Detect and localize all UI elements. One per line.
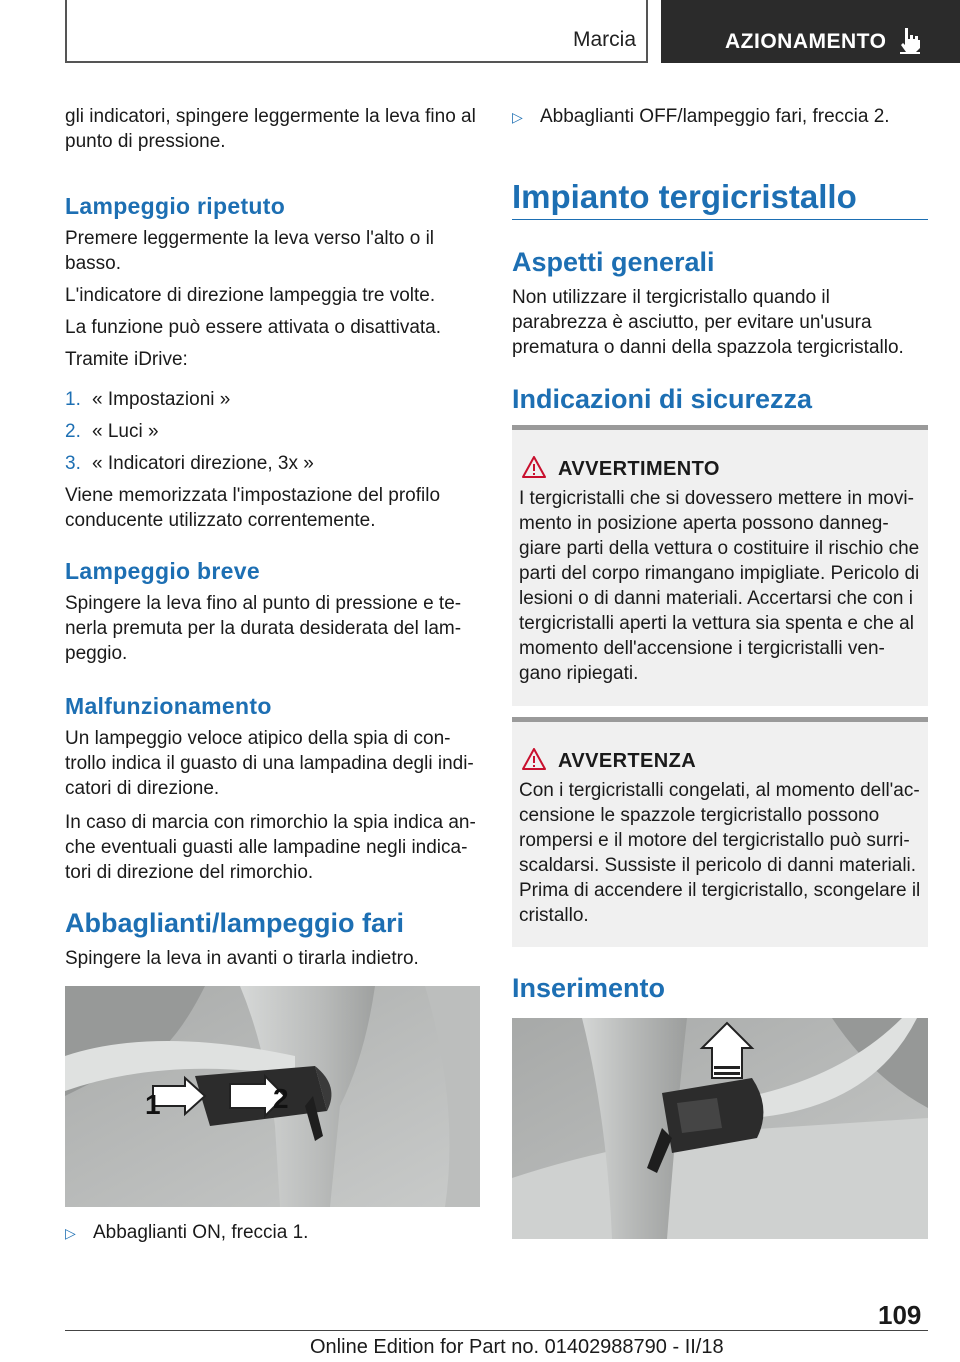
heading-impianto-tergicristallo: Impianto tergicristallo	[512, 178, 857, 215]
header-chapter-tab	[661, 0, 960, 63]
paragraph: Spingere la leva in avanti o tirarla indietro.	[65, 948, 419, 969]
list-text: « Impostazioni »	[92, 389, 231, 410]
list-number: 2.	[65, 421, 81, 442]
list-item	[65, 451, 314, 476]
figure-high-beam-lever	[65, 986, 480, 1207]
paragraph: Tramite iDrive:	[65, 349, 188, 370]
bullet-text: Abbaglianti OFF/lampeggio fari, freccia 2.	[540, 106, 890, 127]
intro-paragraph: gli indicatori, spingere leggermente la leva fino al punto di pressione.	[65, 106, 476, 152]
figure-wiper-lever	[512, 1018, 928, 1239]
warning-triangle-icon	[522, 748, 546, 770]
header-chapter-title: AZIONAMENTO	[725, 30, 887, 53]
paragraph: Premere leggermente la leva verso l'alto o il basso.	[65, 228, 435, 274]
figure-label-2: 2	[273, 1083, 289, 1114]
paragraph: L'indicatore di direzione lampeggia tre volte.	[65, 285, 436, 306]
triangle-bullet-icon: ▷	[65, 1225, 76, 1241]
notice-title: AVVERTENZA	[558, 750, 697, 772]
title-rule	[512, 219, 928, 220]
page-number: 109	[878, 1300, 922, 1330]
wiper-lever-illustration	[512, 1018, 928, 1239]
footer-edition: Online Edition for Part no. 01402988790 - II/18	[310, 1336, 724, 1358]
lever-illustration	[65, 986, 480, 1207]
warning-box	[512, 425, 928, 706]
list-number: 1.	[65, 389, 81, 410]
paragraph: La funzione può essere attivata o disattivata.	[65, 317, 442, 338]
heading-indicazioni-sicurezza: Indicazioni di sicurezza	[512, 384, 813, 414]
header-section-box	[65, 0, 648, 63]
paragraph: Viene memorizzata l'impostazione del profilo conducente utilizzato correntemente.	[65, 485, 441, 531]
paragraph: Un lampeggio veloce atipico della spia di con-trollo indica il guasto di una lampadina degli indi-catori di direzione.	[65, 728, 474, 799]
figure-label-1: 1	[145, 1089, 161, 1120]
list-number: 3.	[65, 453, 81, 474]
triangle-bullet-icon: ▷	[512, 109, 523, 125]
list-text: « Indicatori direzione, 3x »	[92, 453, 314, 474]
bullet-item	[512, 104, 928, 130]
heading-malfunzionamento: Malfunzionamento	[65, 693, 272, 719]
heading-lampeggio-ripetuto: Lampeggio ripetuto	[65, 193, 286, 219]
heading-aspetti-generali: Aspetti generali	[512, 247, 715, 277]
warning-triangle-icon	[522, 456, 546, 478]
paragraph: Spingere la leva fino al punto di pressione e te-nerla premuta per la durata desiderata del lam-peggio.	[65, 593, 462, 664]
list-item	[65, 419, 159, 444]
header-section-title: Marcia	[572, 28, 636, 51]
heading-inserimento: Inserimento	[512, 973, 666, 1003]
paragraph: In caso di marcia con rimorchio la spia indica an-che eventuali guasti alle lampadine negli indica-tori di direzione del rimorchio.	[65, 812, 476, 883]
bullet-text: Abbaglianti ON, freccia 1.	[93, 1222, 309, 1243]
heading-lampeggio-breve: Lampeggio breve	[65, 558, 260, 584]
heading-abbaglianti: Abbaglianti/lampeggio fari	[65, 908, 405, 938]
bullet-item	[65, 1220, 480, 1246]
notice-text: Con i tergicristalli congelati, al momento dell'ac-censione le spazzole tergicristallo possono rompersi e il motore del tergicristallo può surri-scaldarsi. Sussiste il pericolo di danni materiali. Prima di accendere il tergicristallo, scongelare il cristallo.	[519, 780, 921, 926]
hand-pointer-icon	[897, 26, 923, 54]
list-text: « Luci »	[92, 421, 159, 442]
warning-text: I tergicristalli che si dovessero mettere in movi-mento in posizione aperta possono danneg-giare parti della vettura o costituire il rischio che parti del corpo rimangano impigliate. Pericolo di lesioni o di danni materiali. Accertarsi che con i tergicristalli aperti la vettura sia spenta e che al momento dell'accensione i tergicristalli ven-gano ripiegati.	[519, 488, 920, 684]
notice-box	[512, 717, 928, 947]
list-item	[65, 387, 230, 412]
footer-rule	[65, 1330, 928, 1331]
warning-title: AVVERTIMENTO	[558, 458, 720, 480]
paragraph: Non utilizzare il tergicristallo quando il parabrezza è asciutto, per evitare un'usura prematura o danni della spazzola tergicristallo.	[512, 287, 904, 358]
